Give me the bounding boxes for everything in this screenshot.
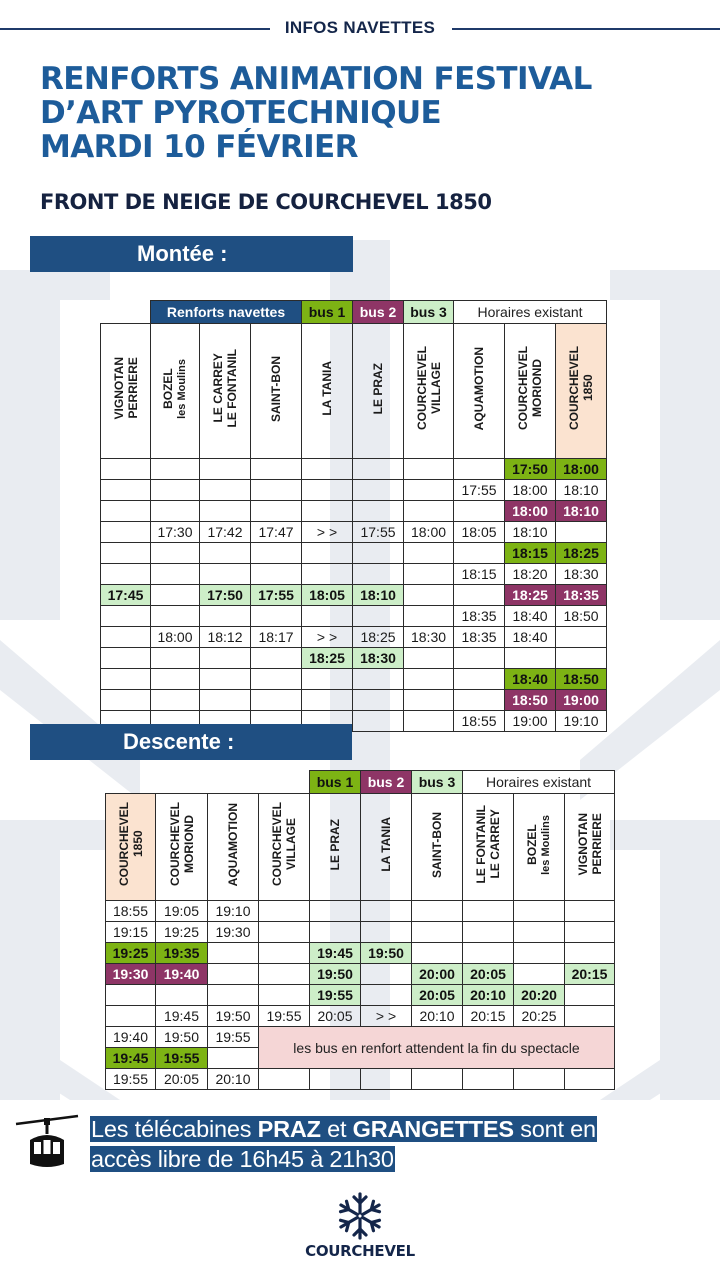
montee-row — [101, 627, 607, 648]
time-cell — [454, 690, 505, 711]
time-cell: > > — [361, 1006, 412, 1027]
time-cell — [565, 985, 615, 1006]
time-cell: 18:25 — [302, 648, 353, 669]
time-cell: 18:00 — [404, 522, 454, 543]
time-cell: 19:50 — [361, 943, 412, 964]
time-cell: > > — [302, 627, 353, 648]
time-cell — [361, 922, 412, 943]
time-cell: 18:30 — [353, 648, 404, 669]
time-cell — [556, 522, 607, 543]
time-cell: 18:40 — [505, 606, 556, 627]
montee-row — [101, 648, 607, 669]
bus3-header: bus 3 — [412, 771, 463, 794]
time-cell — [151, 669, 200, 690]
time-cell — [514, 964, 565, 985]
time-cell: 19:45 — [310, 943, 361, 964]
time-cell — [353, 564, 404, 585]
courchevel-logo-text: COURCHEVEL — [305, 1242, 415, 1260]
time-cell — [259, 943, 310, 964]
time-cell — [454, 669, 505, 690]
time-cell — [454, 459, 505, 480]
time-cell: 18:15 — [454, 564, 505, 585]
time-cell — [101, 522, 151, 543]
time-cell: 19:50 — [208, 1006, 259, 1027]
time-cell: 17:55 — [251, 585, 302, 606]
time-cell: 19:55 — [310, 985, 361, 1006]
bus2-header: bus 2 — [353, 301, 404, 324]
time-cell: 18:10 — [556, 480, 607, 501]
time-cell — [200, 606, 251, 627]
stop-header: AQUAMOTION — [454, 324, 505, 459]
telecabine-name-praz: PRAZ — [257, 1116, 321, 1142]
time-cell: 18:00 — [505, 501, 556, 522]
descente-body — [106, 901, 615, 1090]
time-cell: 19:50 — [156, 1027, 208, 1048]
telecabine-note — [90, 1114, 638, 1174]
time-cell — [404, 480, 454, 501]
time-cell — [565, 922, 615, 943]
stop-header: VIGNOTAN PERRIERE — [101, 324, 151, 459]
time-cell: 19:55 — [208, 1027, 259, 1048]
descente-stops-row — [106, 794, 615, 901]
time-cell — [404, 648, 454, 669]
time-cell — [361, 964, 412, 985]
renforts-navettes-header: Renforts navettes — [151, 301, 302, 324]
telecabine-text-2: et — [320, 1116, 353, 1142]
stop-header: LE FONTANIL LE CARREY — [463, 794, 514, 901]
montee-group-header-row — [101, 301, 607, 324]
gondola-icon — [14, 1112, 80, 1174]
stop-header: COURCHEVEL VILLAGE — [259, 794, 310, 901]
time-cell — [302, 669, 353, 690]
time-cell — [151, 648, 200, 669]
time-cell — [101, 627, 151, 648]
montee-section-label: Montée : — [137, 241, 228, 266]
time-cell — [412, 1069, 463, 1090]
descente-group-header-row — [106, 771, 615, 794]
montee-body — [101, 459, 607, 732]
time-cell — [404, 711, 454, 732]
time-cell — [151, 585, 200, 606]
time-cell: 19:25 — [156, 922, 208, 943]
time-cell — [412, 922, 463, 943]
time-cell — [463, 922, 514, 943]
time-cell: 19:50 — [310, 964, 361, 985]
time-cell — [302, 501, 353, 522]
time-cell — [353, 480, 404, 501]
time-cell — [259, 964, 310, 985]
time-cell — [353, 606, 404, 627]
time-cell — [208, 943, 259, 964]
descente-timetable — [105, 770, 615, 1090]
time-cell: 19:30 — [208, 922, 259, 943]
time-cell — [251, 564, 302, 585]
snowflake-logo-icon — [334, 1190, 386, 1242]
time-cell: 18:17 — [251, 627, 302, 648]
time-cell — [353, 459, 404, 480]
time-cell: 18:30 — [404, 627, 454, 648]
time-cell — [302, 459, 353, 480]
time-cell — [251, 480, 302, 501]
time-cell: 19:55 — [106, 1069, 156, 1090]
time-cell: 20:25 — [514, 1006, 565, 1027]
time-cell — [353, 501, 404, 522]
time-cell — [151, 564, 200, 585]
stop-header: COURCHEVEL 1850 — [556, 324, 607, 459]
stop-header: COURCHEVEL VILLAGE — [404, 324, 454, 459]
time-cell — [565, 1006, 615, 1027]
time-cell — [454, 648, 505, 669]
time-cell: 17:50 — [505, 459, 556, 480]
time-cell — [404, 606, 454, 627]
descente-row — [106, 1006, 615, 1027]
time-cell: 20:15 — [565, 964, 615, 985]
time-cell — [200, 648, 251, 669]
time-cell — [200, 690, 251, 711]
time-cell: 19:05 — [156, 901, 208, 922]
descente-section-band — [30, 724, 352, 760]
montee-row — [101, 543, 607, 564]
time-cell: 18:25 — [353, 627, 404, 648]
time-cell — [200, 543, 251, 564]
time-cell: 19:10 — [556, 711, 607, 732]
time-cell — [208, 985, 259, 1006]
time-cell — [151, 480, 200, 501]
stop-header: LA TANIA — [302, 324, 353, 459]
time-cell — [302, 480, 353, 501]
time-cell: 18:35 — [454, 627, 505, 648]
montee-stops-row — [101, 324, 607, 459]
time-cell: 20:15 — [463, 1006, 514, 1027]
page-subtitle: FRONT DE NEIGE DE COURCHEVEL 1850 — [40, 190, 492, 214]
descente-row — [106, 1069, 615, 1090]
time-cell: 19:00 — [505, 711, 556, 732]
time-cell — [101, 564, 151, 585]
time-cell: 19:30 — [106, 964, 156, 985]
kicker-label: INFOS NAVETTES — [273, 18, 447, 37]
time-cell — [106, 1006, 156, 1027]
time-cell: 18:50 — [505, 690, 556, 711]
time-cell: 18:50 — [556, 606, 607, 627]
time-cell — [404, 459, 454, 480]
time-cell — [151, 501, 200, 522]
time-cell: 19:55 — [156, 1048, 208, 1069]
montee-row — [101, 564, 607, 585]
time-cell: 18:55 — [106, 901, 156, 922]
stop-header: BOZEL les Moulins — [514, 794, 565, 901]
stop-header: VIGNOTAN PERRIERE — [565, 794, 615, 901]
time-cell — [101, 648, 151, 669]
montee-section-band — [30, 236, 353, 272]
time-cell — [556, 627, 607, 648]
descente-row — [106, 964, 615, 985]
title-line-3: MARDI 10 FÉVRIER — [40, 129, 358, 165]
time-cell — [302, 543, 353, 564]
time-cell: 17:47 — [251, 522, 302, 543]
time-cell — [361, 1069, 412, 1090]
title-line-2: D’ART PYROTECHNIQUE — [40, 95, 442, 131]
descente-row — [106, 922, 615, 943]
time-cell: 19:40 — [106, 1027, 156, 1048]
time-cell: 18:25 — [556, 543, 607, 564]
time-cell: 18:12 — [200, 627, 251, 648]
time-cell — [200, 459, 251, 480]
time-cell — [556, 648, 607, 669]
time-cell: 17:55 — [454, 480, 505, 501]
time-cell — [514, 922, 565, 943]
stop-header: COURCHEVEL MORIOND — [505, 324, 556, 459]
top-kicker-bar — [0, 14, 720, 42]
time-cell: 20:05 — [463, 964, 514, 985]
time-cell — [302, 690, 353, 711]
time-cell: 18:00 — [505, 480, 556, 501]
montee-row — [101, 669, 607, 690]
time-cell — [404, 543, 454, 564]
time-cell: 18:15 — [505, 543, 556, 564]
stop-header: SAINT-BON — [412, 794, 463, 901]
descente-section-label: Descente : — [123, 729, 235, 754]
time-cell — [151, 459, 200, 480]
time-cell: 18:40 — [505, 669, 556, 690]
descente-row — [106, 985, 615, 1006]
time-cell — [259, 922, 310, 943]
time-cell — [353, 543, 404, 564]
time-cell: 17:55 — [353, 522, 404, 543]
time-cell — [565, 1069, 615, 1090]
time-cell — [454, 501, 505, 522]
time-cell — [106, 985, 156, 1006]
descente-row — [106, 901, 615, 922]
time-cell — [361, 901, 412, 922]
time-cell — [200, 480, 251, 501]
time-cell — [200, 564, 251, 585]
time-cell — [259, 1069, 310, 1090]
time-cell — [151, 690, 200, 711]
telecabine-name-grangettes: GRANGETTES — [352, 1116, 514, 1142]
time-cell: 17:50 — [200, 585, 251, 606]
descente-row — [106, 1027, 615, 1048]
time-cell — [505, 648, 556, 669]
stop-header: BOZEL les Moulins — [151, 324, 200, 459]
time-cell — [101, 606, 151, 627]
time-cell — [361, 985, 412, 1006]
time-cell: 18:50 — [556, 669, 607, 690]
time-cell — [251, 543, 302, 564]
time-cell — [151, 543, 200, 564]
time-cell: 18:10 — [505, 522, 556, 543]
bus2-header: bus 2 — [361, 771, 412, 794]
time-cell: > > — [302, 522, 353, 543]
time-cell — [251, 501, 302, 522]
time-cell: 18:20 — [505, 564, 556, 585]
time-cell: 20:00 — [412, 964, 463, 985]
page-title — [40, 62, 700, 164]
time-cell — [200, 669, 251, 690]
time-cell — [454, 543, 505, 564]
time-cell — [565, 901, 615, 922]
time-cell: 17:45 — [101, 585, 151, 606]
time-cell: 18:30 — [556, 564, 607, 585]
time-cell — [565, 943, 615, 964]
time-cell: 19:00 — [556, 690, 607, 711]
montee-timetable — [100, 300, 607, 732]
time-cell — [208, 964, 259, 985]
time-cell: 20:05 — [310, 1006, 361, 1027]
time-cell — [101, 669, 151, 690]
stop-header: LA TANIA — [361, 794, 412, 901]
montee-row — [101, 606, 607, 627]
time-cell — [353, 669, 404, 690]
time-cell: 18:55 — [454, 711, 505, 732]
time-cell: 20:10 — [412, 1006, 463, 1027]
time-cell — [200, 501, 251, 522]
time-cell — [208, 1048, 259, 1069]
time-cell: 19:40 — [156, 964, 208, 985]
time-cell: 20:05 — [412, 985, 463, 1006]
time-cell — [412, 901, 463, 922]
time-cell — [463, 901, 514, 922]
time-cell — [353, 690, 404, 711]
time-cell: 17:42 — [200, 522, 251, 543]
montee-row — [101, 459, 607, 480]
time-cell — [259, 985, 310, 1006]
time-cell — [156, 985, 208, 1006]
time-cell: 18:00 — [151, 627, 200, 648]
time-cell: 20:20 — [514, 985, 565, 1006]
time-cell: 18:25 — [505, 585, 556, 606]
descente-row — [106, 943, 615, 964]
time-cell — [310, 901, 361, 922]
time-cell — [101, 480, 151, 501]
time-cell: 18:10 — [556, 501, 607, 522]
stop-header: COURCHEVEL MORIOND — [156, 794, 208, 901]
time-cell — [353, 711, 404, 732]
time-cell — [101, 543, 151, 564]
time-cell: 19:45 — [106, 1048, 156, 1069]
montee-row — [101, 690, 607, 711]
time-cell — [101, 459, 151, 480]
time-cell — [101, 501, 151, 522]
time-cell — [259, 901, 310, 922]
time-cell — [101, 690, 151, 711]
time-cell: 20:10 — [208, 1069, 259, 1090]
stop-header: AQUAMOTION — [208, 794, 259, 901]
time-cell — [412, 943, 463, 964]
time-cell: 18:05 — [302, 585, 353, 606]
time-cell: 19:35 — [156, 943, 208, 964]
time-cell — [404, 669, 454, 690]
montee-row — [101, 480, 607, 501]
montee-row — [101, 522, 607, 543]
telecabine-text-3: sont en accès libre de 16h45 à 21h30 — [91, 1116, 596, 1172]
time-cell — [251, 459, 302, 480]
time-cell: 18:35 — [556, 585, 607, 606]
time-cell — [151, 606, 200, 627]
time-cell — [404, 501, 454, 522]
time-cell: 17:30 — [151, 522, 200, 543]
time-cell: 20:10 — [463, 985, 514, 1006]
time-cell: 18:35 — [454, 606, 505, 627]
montee-row — [101, 501, 607, 522]
time-cell — [302, 564, 353, 585]
bus1-header: bus 1 — [302, 301, 353, 324]
title-line-1: RENFORTS ANIMATION FESTIVAL — [40, 61, 592, 97]
time-cell — [514, 901, 565, 922]
horaires-existant-header: Horaires existant — [454, 301, 607, 324]
time-cell: 19:15 — [106, 922, 156, 943]
telecabine-text-1: Les télécabines — [91, 1116, 258, 1142]
stop-header: COURCHEVEL 1850 — [106, 794, 156, 901]
time-cell — [251, 606, 302, 627]
time-cell: 18:40 — [505, 627, 556, 648]
time-cell — [514, 943, 565, 964]
bus3-header: bus 3 — [404, 301, 454, 324]
time-cell — [463, 943, 514, 964]
renfort-wait-note: les bus en renfort attendent la fin du spectacle — [259, 1027, 615, 1069]
time-cell: 19:10 — [208, 901, 259, 922]
time-cell: 19:55 — [259, 1006, 310, 1027]
time-cell: 19:25 — [106, 943, 156, 964]
montee-row — [101, 585, 607, 606]
time-cell: 18:10 — [353, 585, 404, 606]
time-cell: 18:00 — [556, 459, 607, 480]
time-cell — [404, 564, 454, 585]
stop-header: LE PRAZ — [353, 324, 404, 459]
time-cell — [310, 1069, 361, 1090]
time-cell — [310, 922, 361, 943]
time-cell — [454, 585, 505, 606]
time-cell — [404, 585, 454, 606]
time-cell — [463, 1069, 514, 1090]
stop-header: SAINT-BON — [251, 324, 302, 459]
stop-header: LE PRAZ — [310, 794, 361, 901]
time-cell — [251, 690, 302, 711]
time-cell — [514, 1069, 565, 1090]
time-cell: 20:05 — [156, 1069, 208, 1090]
time-cell — [251, 669, 302, 690]
time-cell — [251, 648, 302, 669]
time-cell: 19:45 — [156, 1006, 208, 1027]
time-cell — [404, 690, 454, 711]
time-cell: 18:05 — [454, 522, 505, 543]
horaires-existant-header: Horaires existant — [463, 771, 615, 794]
bus1-header: bus 1 — [310, 771, 361, 794]
time-cell — [302, 606, 353, 627]
stop-header: LE CARREY LE FONTANIL — [200, 324, 251, 459]
